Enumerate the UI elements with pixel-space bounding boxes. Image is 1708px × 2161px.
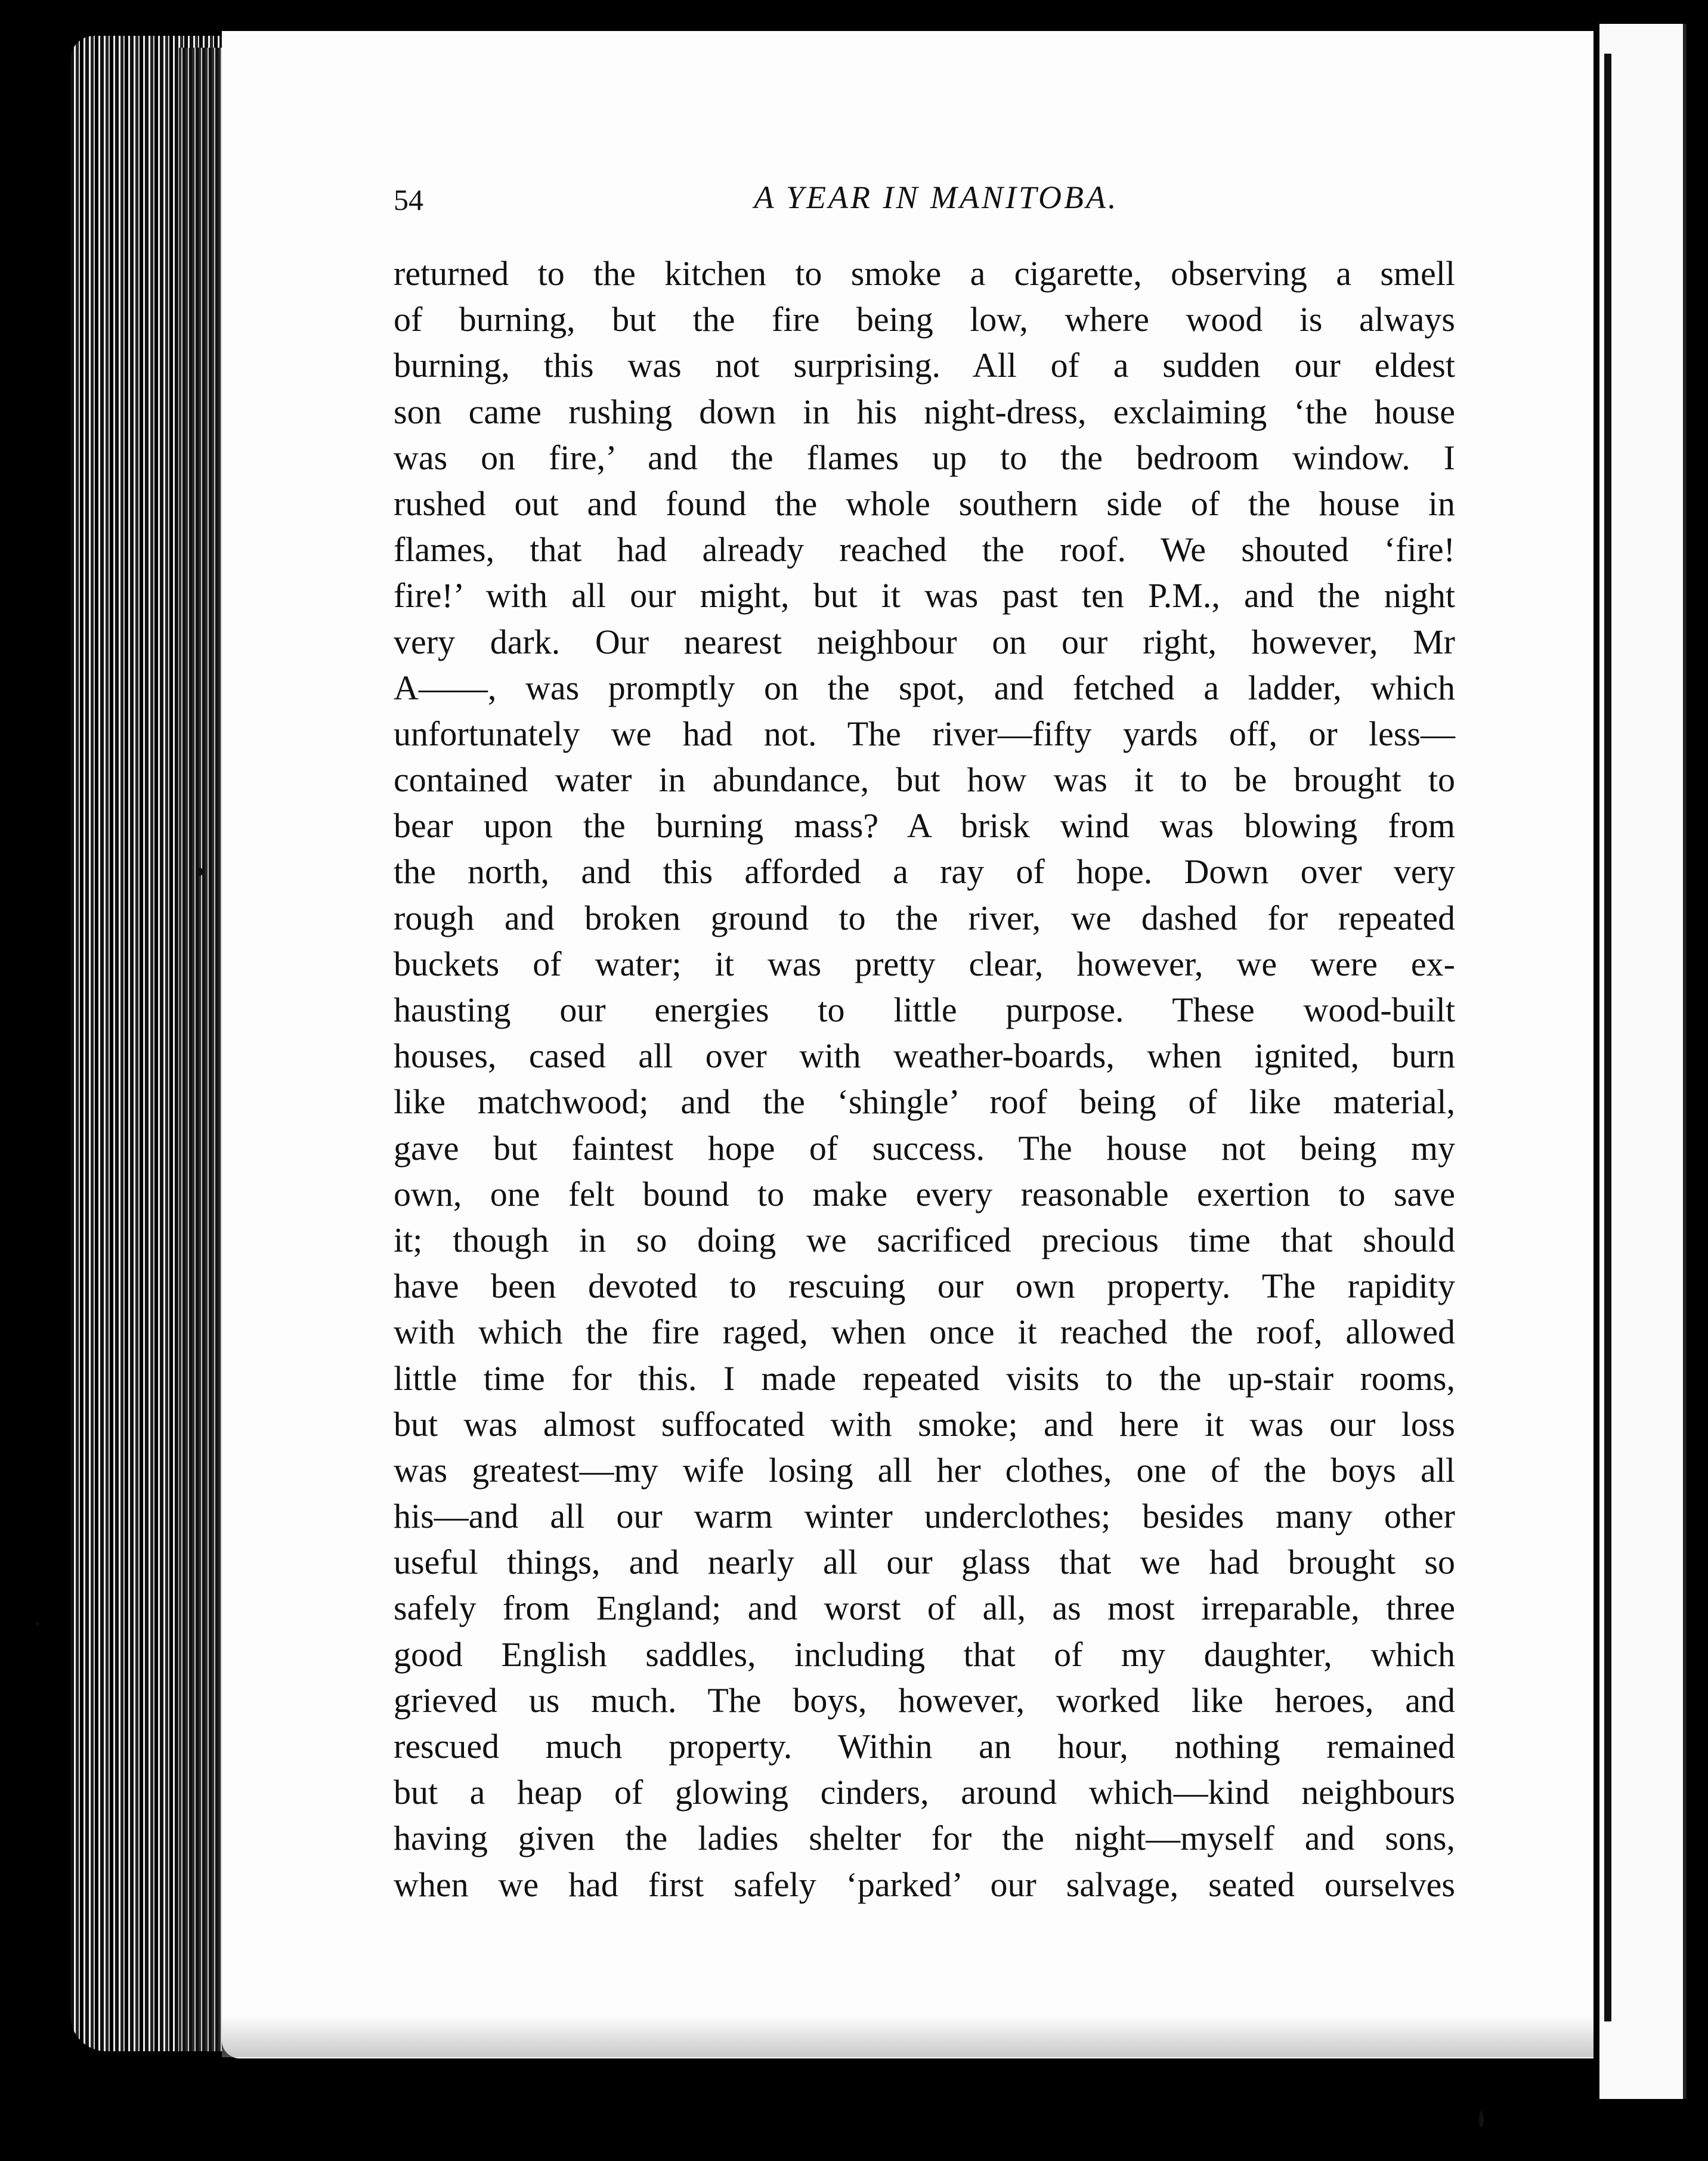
next-leaf-shadow	[1604, 54, 1611, 2021]
body-text	[394, 250, 1455, 1908]
text-line: with which the fire raged, when once it reached the roof, allowed	[394, 1312, 1455, 1352]
text-line: returned to the kitchen to smoke a cigarette, observing a smell	[394, 254, 1455, 293]
text-line: rescued much property. Within an hour, nothing remained	[394, 1727, 1455, 1766]
text-line: but a heap of glowing cinders, around which—kind neighbours	[394, 1773, 1455, 1812]
text-line: unfortunately we had not. The river—fifty yards off, or less—	[394, 714, 1455, 753]
text-line: was greatest—my wife losing all her clothes, one of the boys all	[394, 1450, 1455, 1490]
text-line: it; though in so doing we sacrificed precious time that should	[394, 1220, 1455, 1259]
text-line: rushed out and found the whole southern side of the house in	[394, 484, 1455, 523]
text-line: useful things, and nearly all our glass that we had brought so	[394, 1543, 1455, 1582]
text-line: his—and all our warm winter underclothes; besides many other	[394, 1497, 1455, 1536]
text-line: safely from England; and worst of all, as most irreparable, three	[394, 1589, 1455, 1628]
text-line: very dark. Our nearest neighbour on our right, however, Mr	[394, 622, 1455, 661]
text-line: was on fire,’ and the flames up to the bedroom window. I	[394, 438, 1455, 477]
text-line: like matchwood; and the ‘shingle’ roof being of like material,	[394, 1082, 1455, 1122]
text-line: have been devoted to rescuing our own property. The rapidity	[394, 1267, 1455, 1306]
text-line: buckets of water; it was pretty clear, however, we were ex-	[394, 944, 1455, 983]
scan-speck	[197, 868, 203, 876]
text-line: A——, was promptly on the spot, and fetched a ladder, which	[394, 668, 1455, 707]
text-line: little time for this. I made repeated visits to the up-stair rooms,	[394, 1358, 1455, 1398]
page-header	[394, 179, 1455, 227]
text-line: gave but faintest hope of success. The house not being my	[394, 1128, 1455, 1168]
text-line: having given the ladies shelter for the night—myself and sons,	[394, 1819, 1455, 1858]
text-line: contained water in abundance, but how was it to be brought to	[394, 760, 1455, 800]
text-line: bear upon the burning mass? A brisk wind was blowing from	[394, 806, 1455, 846]
text-line: grieved us much. The boys, however, worked like heroes, and	[394, 1680, 1455, 1720]
running-title: A YEAR IN MANITOBA.	[754, 179, 1119, 215]
scan-speck	[1479, 2111, 1484, 2128]
text-line: burning, this was not surprising. All of a sudden our eldest	[394, 346, 1455, 385]
scan-speck	[36, 1622, 39, 1626]
text-line: when we had first safely ‘parked’ our salvage, seated ourselves	[394, 1865, 1455, 1904]
page-bottom-shadow	[222, 2016, 1593, 2057]
page-number: 54	[394, 183, 423, 216]
book-left-edge-inner	[179, 48, 227, 2051]
text-line: fire!’ with all our might, but it was past ten P.M., and the night	[394, 576, 1455, 615]
text-line: flames, that had already reached the roof. We shouted ‘fire!	[394, 530, 1455, 569]
text-line: rough and broken ground to the river, we dashed for repeated	[394, 898, 1455, 937]
text-line: good English saddles, including that of my daughter, which	[394, 1634, 1455, 1674]
text-line: the north, and this afforded a ray of hope. Down over very	[394, 852, 1455, 891]
text-line: of burning, but the fire being low, where wood is always	[394, 300, 1455, 339]
text-line: son came rushing down in his night-dress, exclaiming ‘the house	[394, 392, 1455, 431]
text-line: but was almost suffocated with smoke; and here it was our loss	[394, 1404, 1455, 1444]
text-line: own, one felt bound to make every reasonable exertion to save	[394, 1174, 1455, 1213]
text-line: houses, cased all over with weather-boards, when ignited, burn	[394, 1036, 1455, 1076]
text-line: hausting our energies to little purpose. These wood-built	[394, 990, 1455, 1029]
